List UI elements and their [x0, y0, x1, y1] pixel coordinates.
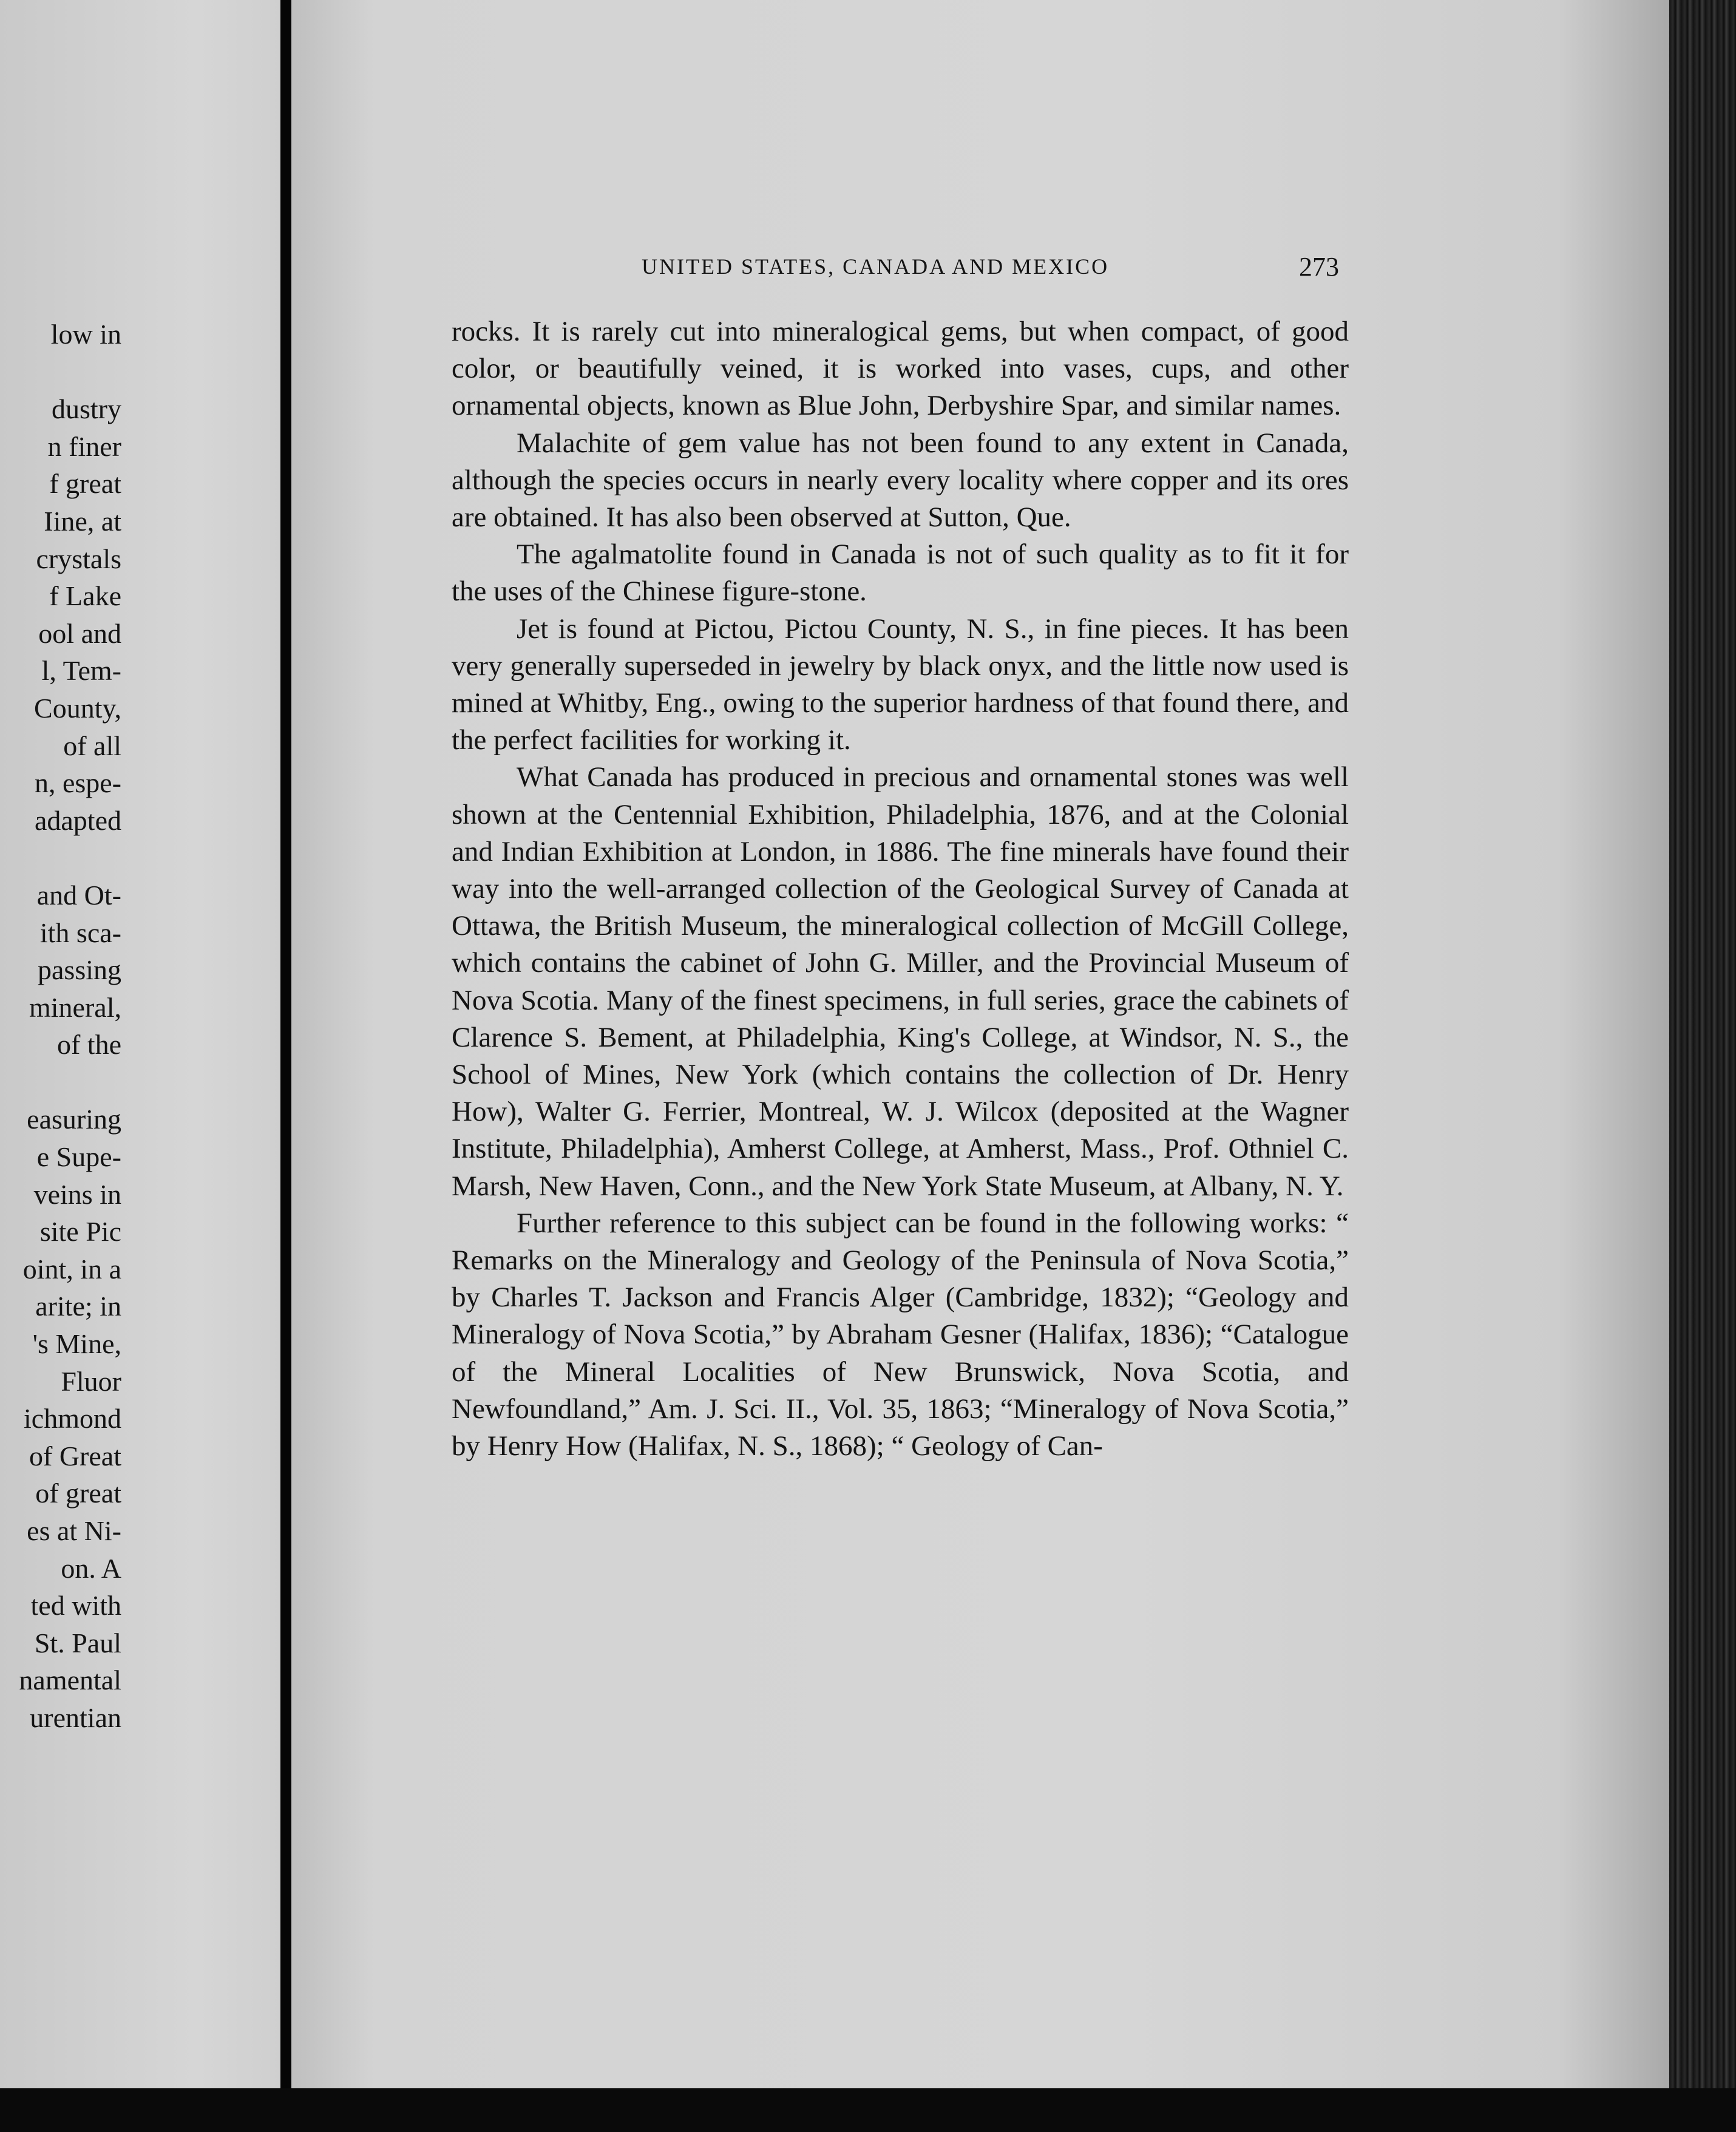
left-page-fragment-line: on. A	[61, 1552, 121, 1584]
left-page-fragment-line: ichmond	[24, 1403, 121, 1434]
left-page-fragment-line: f Lake	[49, 580, 121, 612]
left-page-fragment-line: namental	[19, 1665, 121, 1696]
left-page-fragment-line: e Supe-	[36, 1141, 121, 1173]
book-gutter	[280, 0, 291, 2132]
left-page-fragment-line: ith sca-	[39, 917, 121, 948]
left-page-fragment-line: n finer	[47, 430, 121, 462]
page-number: 273	[1299, 252, 1339, 282]
left-page-fragment-line: Fluor	[61, 1365, 121, 1397]
left-page-fragment-line: 's Mine,	[32, 1328, 121, 1360]
left-page-fragment-line: l, Tem-	[41, 655, 121, 687]
running-head: UNITED STATES, CANADA AND MEXICO	[642, 254, 1110, 279]
scan-bottom-border	[0, 2088, 1736, 2132]
paragraph: rocks. It is rarely cut into mineralogical gems, but when compact, of good color, or beautifully veined, it is worked into vases, cups, and other ornamental objects, known as Blue John, Derbyshire Spar, and similar names.	[452, 316, 1349, 422]
left-page-fragment-line: of the	[56, 1029, 121, 1061]
left-page-fragment-line: of great	[35, 1478, 121, 1509]
left-page-fragment-line: f great	[49, 468, 121, 500]
left-page	[0, 0, 280, 2093]
left-page-blank-line	[0, 839, 121, 877]
left-page-fragment-line: of all	[63, 730, 121, 761]
left-page-fragment-line: urentian	[30, 1702, 121, 1733]
paragraph: What Canada has produced in precious and ornamental stones was well shown at the Centennial Exhibition, Philadelphia, 1876, and at the Colonial and Indian Exhibition at London, in 1886. The fine minerals have found their way into the well-arranged collection of the Geological Survey of Canada at Ottawa, the British Museum, the mineralogical collection of McGill College, which contains the cabinet of John G. Miller, and the Provincial Museum of Nova Scotia. Many of the finest specimens, in full series, grace the cabinets of Clarence S. Bement, at Philadelphia, King's College, at Windsor, N. S., the School of Mines, New York (which contains the collection of Dr. Henry How), Walter G. Ferrier, Montreal, W. J. Wilcox (deposited at the Wagner Institute, Philadelphia), Amherst College, at Amherst, Mass., Prof. Othniel C. Marsh, New Haven, Conn., and the New York State Museum, at Albany, N. Y.	[452, 761, 1349, 1202]
left-page-fragment-line: and Ot-	[36, 879, 121, 911]
paragraph: Malachite of gem value has not been found to any extent in Canada, although the species occurs in nearly every locality where copper and its ores are obtained. It has also been observed at Sutton, Que.	[452, 427, 1349, 534]
left-page-blank-line	[0, 353, 121, 391]
left-page-fragment-line: County,	[34, 692, 121, 724]
left-page-fragment-line: n, espe-	[34, 767, 121, 799]
left-page-fragment-line: ted with	[30, 1590, 121, 1621]
left-page-fragment-line: oint, in a	[22, 1253, 121, 1285]
page-fore-edge	[1669, 0, 1736, 2132]
paragraph: Further reference to this subject can be found in the following works: “ Remarks on the Mineralogy and Geology of the Peninsula of Nova Scotia,” by Charles T. Jackson and Francis Alger (Cambridge, 1832); “Geology and Mineralogy of Nova Scotia,” by Abraham Gesner (Halifax, 1836); “Catalogue of the Mineral Localities of New Brunswick, Nova Scotia, and Newfoundland,” Am. J. Sci. II., Vol. 35, 1863; “Mineralogy of Nova Scotia,” by Henry How (Halifax, N. S., 1868); “ Geology of Can-	[452, 1207, 1349, 1462]
left-page-fragment-line: adapted	[34, 804, 121, 836]
paragraph: Jet is found at Pictou, Pictou County, N. S., in fine pieces. It has been very generally superseded in jewelry by black onyx, and the little now used is mined at Whitby, Eng., owing to the superior hardness of that found there, and the perfect facilities for working it.	[452, 613, 1349, 756]
left-page-fragment-line: arite; in	[35, 1291, 121, 1322]
left-page-fragment-line: dustry	[52, 393, 121, 425]
left-page-fragment-line: site Pic	[39, 1216, 121, 1248]
left-page-fragment-line: low in	[50, 319, 121, 350]
left-page-fragment-line: passing	[38, 954, 121, 986]
left-page-fragment-line: St. Paul	[34, 1627, 121, 1658]
page-body	[452, 313, 1349, 1465]
left-page-fragment-line: ool and	[38, 617, 121, 649]
left-page-fragment-line: es at Ni-	[27, 1515, 121, 1546]
left-page-fragment-line: crystals	[36, 543, 121, 574]
left-page-fragment-line: veins in	[33, 1178, 121, 1210]
left-page-fragment-line: of Great	[29, 1440, 121, 1472]
left-page-fragment-line: easuring	[27, 1104, 121, 1135]
left-page-fragment-line: mineral,	[29, 991, 121, 1023]
left-page-text-fragments	[0, 316, 121, 1737]
left-page-fragment-line: Iine, at	[44, 505, 121, 537]
left-page-blank-line	[0, 1064, 121, 1101]
paragraph: The agalmatolite found in Canada is not of such quality as to fit it for the uses of the Chinese figure-stone.	[452, 538, 1349, 608]
